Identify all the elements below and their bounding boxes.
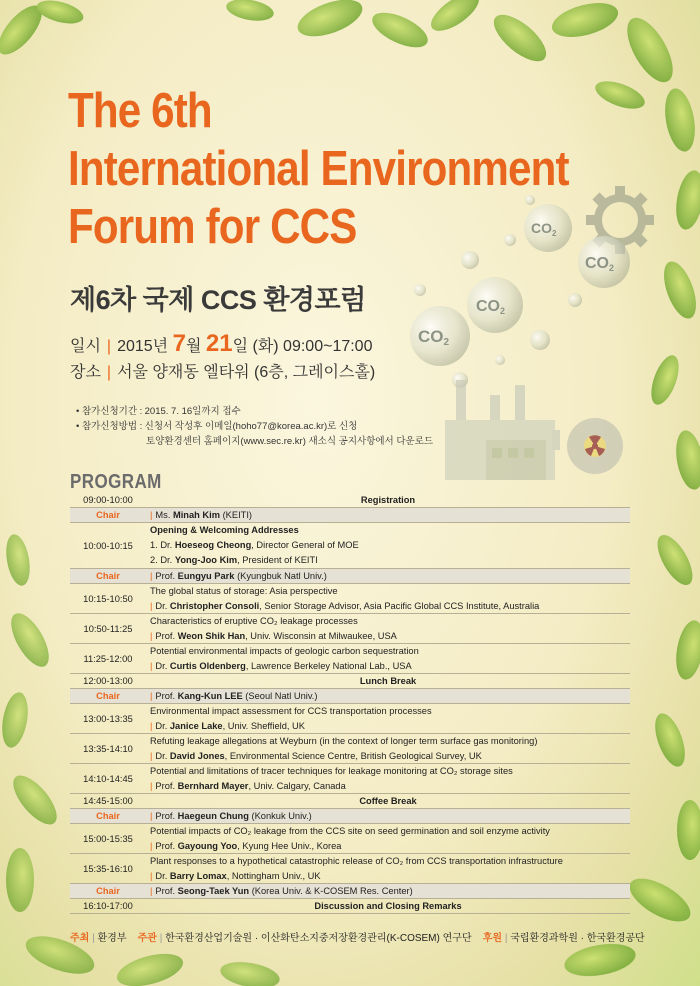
person-affiliation: , Kyung Hee Univ., Korea <box>237 841 342 851</box>
row-time: 10:15-10:50 <box>83 593 133 604</box>
organizer-text: 한국환경산업기술원 · 이산화탄소지중저장환경관리(K-COSEM) 연구단 <box>165 933 472 944</box>
talk-title: Potential environmental impacts of geologic carbon sequestration <box>150 646 419 656</box>
person-title: Prof. <box>155 841 178 851</box>
program-heading: PROGRAM <box>70 471 162 493</box>
page-title <box>68 82 569 256</box>
talk-title: Potential and limitations of tracer techniques for leakage monitoring at CO₂ storage sites <box>150 766 513 776</box>
chair-label: Chair <box>96 691 120 701</box>
talk-title: Refuting leakage allegations at Weyburn (in the context of longer term surface gas monitoring) <box>150 736 538 746</box>
person-title: 2. Dr. <box>150 555 175 565</box>
table-row <box>70 674 630 689</box>
row-time: 16:10-17:00 <box>83 901 133 911</box>
row-text: Discussion and Closing Remarks <box>314 901 462 911</box>
title-line-3: Forum for CCS <box>68 200 357 254</box>
person-title: Prof. <box>155 811 178 821</box>
person-name: Christopher Consoli <box>169 601 260 611</box>
person-affiliation: , Univ. Wisconsin at Milwaukee, USA <box>245 631 397 641</box>
table-row <box>70 794 630 809</box>
row-time: 10:50-11:25 <box>83 623 133 634</box>
person-title: Prof. <box>155 691 178 701</box>
footer-credits: 주최 | 환경부 주관 | 한국환경산업기술원 · 이산화탄소지중저장환경관리(K-COSEM) 연구단 후원 | 국립환경과학원 · 한국환경공단 <box>70 933 645 944</box>
person-name: Minah Kim <box>172 510 220 520</box>
title-line-1: The 6th <box>68 84 212 138</box>
table-row: 15:35-16:10 Plant responses to a hypothetical catastrophic release of CO₂ from CCS transportation infrastructure | Dr. Barry Lomax, Nottingham Univ., UK <box>70 854 630 884</box>
table-row: 10:15-10:50 The global status of storage: Asia perspective | Dr. Christopher Consoli, Senior Storage Advisor, Asia Pacific Global CCS Institute, Australia <box>70 584 630 614</box>
person-title: Prof. <box>155 781 178 791</box>
person-name: Seong-Taek Yun <box>177 886 250 896</box>
row-time: 15:00-15:35 <box>83 833 133 844</box>
event-venue: 장소 | 서울 양재동 엘타워 (6층, 그레이스홀) <box>70 364 376 381</box>
person-affiliation: (Korea Univ. & K-COSEM Res. Center) <box>249 886 413 896</box>
person-title: Dr. <box>155 721 170 731</box>
row-text: Lunch Break <box>359 676 417 686</box>
chair-label: Chair <box>96 571 120 581</box>
venue-label: 장소 <box>70 364 101 381</box>
table-row: 10:50-11:25 Characteristics of eruptive CO₂ leakage processes | Prof. Weon Shik Han, Univ. Wisconsin at Milwaukee, USA <box>70 614 630 644</box>
person-title: 1. Dr. <box>150 540 175 550</box>
person-name: Yong-Joo Kim <box>174 555 238 565</box>
person-title: Prof. <box>155 631 178 641</box>
person-affiliation: , Environmental Science Centre, British Geological Survey, UK <box>224 751 482 761</box>
table-row <box>70 523 630 569</box>
row-time: 10:00-10:15 <box>83 540 133 551</box>
person-title: Ms. <box>155 510 173 520</box>
person-name: Eungyu Park <box>177 571 235 581</box>
person-name: Hoeseog Cheong <box>174 540 252 550</box>
date-year: 2015년 <box>117 338 169 355</box>
talk-title: Environmental impact assessment for CCS transportation processes <box>150 706 432 716</box>
table-row <box>70 899 630 914</box>
date-month: 7 <box>172 330 186 357</box>
row-text: Registration <box>360 495 416 505</box>
person-name: Gayoung Yoo <box>177 841 238 851</box>
table-row: 13:00-13:35 Environmental impact assessment for CCS transportation processes | Dr. Janice Lake, Univ. Sheffield, UK <box>70 704 630 734</box>
host-label: 주최 <box>70 933 90 944</box>
talk-title: Characteristics of eruptive CO₂ leakage processes <box>150 616 358 626</box>
person-affiliation: , Director General of MOE <box>251 540 359 550</box>
person-affiliation: (Kyungbuk Natl Univ.) <box>234 571 327 581</box>
session-title: Opening & Welcoming Addresses <box>150 525 299 535</box>
svg-text:CO2: CO2 <box>585 255 615 273</box>
row-time: 15:35-16:10 <box>83 863 133 874</box>
person-title: Dr. <box>155 871 170 881</box>
chair-label: Chair <box>96 510 120 520</box>
method-label: • 참가신청방법 : <box>76 421 143 432</box>
person-affiliation: (Seoul Natl Univ.) <box>242 691 318 701</box>
chair-label: Chair <box>96 886 120 896</box>
table-row-chair: Chair | Prof. Haegeun Chung (Konkuk Univ.) <box>70 809 630 824</box>
registration-method-2 <box>146 433 433 447</box>
row-time: 14:45-15:00 <box>83 796 133 806</box>
row-time: 11:25-12:00 <box>83 653 133 664</box>
row-time: 13:00-13:35 <box>83 713 133 724</box>
svg-text:CO2: CO2 <box>476 298 506 316</box>
person-name: Haegeun Chung <box>177 811 249 821</box>
method-text-1: 신청서 작성후 이메일(hoho77@korea.ac.kr)로 신청 <box>144 421 358 432</box>
talk-title: Potential impacts of CO₂ leakage from the CCS site on seed germination and soil enzyme activity <box>150 826 550 836</box>
date-day-unit: 일 <box>232 338 249 355</box>
row-text: Coffee Break <box>359 796 417 806</box>
schedule-table <box>70 493 630 914</box>
person-title: Prof. <box>155 886 178 896</box>
table-row: 11:25-12:00 Potential environmental impacts of geologic carbon sequestration | Dr. Curtis Oldenberg, Lawrence Berkeley National Lab., USA <box>70 644 630 674</box>
table-row-chair: Chair | Prof. Kang-Kun LEE (Seoul Natl Univ.) <box>70 689 630 704</box>
table-row: 15:00-15:35 Potential impacts of CO₂ leakage from the CCS site on seed germination and soil enzyme activity | Prof. Gayoung Yoo, Kyung Hee Univ., Korea <box>70 824 630 854</box>
row-time: 12:00-13:00 <box>83 676 133 686</box>
person-name: Janice Lake <box>169 721 223 731</box>
date-label: 일시 <box>70 338 101 355</box>
person-affiliation: , Nottingham Univ., UK <box>226 871 321 881</box>
person-name: Barry Lomax <box>169 871 227 881</box>
talk-title: Plant responses to a hypothetical catastrophic release of CO₂ from CCS transportation infrastructure <box>150 856 563 866</box>
table-row-chair: Chair | Prof. Eungyu Park (Kyungbuk Natl Univ.) <box>70 569 630 584</box>
period-text: 2015. 7. 16일까지 접수 <box>144 406 241 417</box>
svg-text:CO2: $CO_2$ <box>531 220 557 238</box>
event-date: 일시 | 2015년 7월 21일 (화) 09:00~17:00 <box>70 330 373 357</box>
person-name: Kang-Kun LEE <box>177 691 243 701</box>
table-row-chair: Chair | Prof. Seong-Taek Yun (Korea Univ. & K-COSEM Res. Center) <box>70 884 630 899</box>
table-row: 13:35-14:10 Refuting leakage allegations at Weyburn (in the context of longer term surface gas monitoring) | Dr. David Jones, Environmental Science Centre, British Geological Survey, UK <box>70 734 630 764</box>
chair-label: Chair <box>96 811 120 821</box>
talk-title: The global status of storage: Asia perspective <box>150 586 338 596</box>
person-name: Weon Shik Han <box>177 631 246 641</box>
person-name: Curtis Oldenberg <box>169 661 246 671</box>
person-title: Dr. <box>155 601 170 611</box>
person-title: Prof. <box>155 571 178 581</box>
korean-title: 제6차 국제 CCS 환경포럼 <box>70 285 366 315</box>
row-time: 09:00-10:00 <box>83 495 133 505</box>
person-affiliation: (Konkuk Univ.) <box>248 811 312 821</box>
table-row <box>70 493 630 508</box>
title-line-2: International Environment <box>68 142 569 196</box>
registration-method <box>76 418 357 432</box>
person-affiliation: , Univ. Calgary, Canada <box>248 781 346 791</box>
sponsor-text: 국립환경과학원 · 한국환경공단 <box>510 933 645 944</box>
organizer-label: 주관 <box>137 933 157 944</box>
person-affiliation: (KEITI) <box>220 510 253 520</box>
person-title: Dr. <box>155 751 170 761</box>
registration-period <box>76 403 241 417</box>
period-label: • 참가신청기간 : <box>76 406 143 417</box>
date-day: 21 <box>205 330 233 357</box>
person-affiliation: , President of KEITI <box>237 555 318 565</box>
method-text-2: 토양환경센터 홈페이지(www.sec.re.kr) 새소식 공지사항에서 다운로드 <box>146 436 434 447</box>
person-name: Bernhard Mayer <box>177 781 249 791</box>
svg-text:CO2: CO2 <box>418 327 450 348</box>
person-affiliation: , Lawrence Berkeley National Lab., USA <box>245 661 412 671</box>
row-time: 13:35-14:10 <box>83 743 133 754</box>
person-title: Dr. <box>155 661 170 671</box>
venue-text: 서울 양재동 엘타워 (6층, 그레이스홀) <box>117 364 376 381</box>
person-affiliation: , Univ. Sheffield, UK <box>222 721 305 731</box>
table-row: 14:10-14:45 Potential and limitations of tracer techniques for leakage monitoring at CO₂ storage sites | Prof. Bernhard Mayer, Univ. Calgary, Canada <box>70 764 630 794</box>
host-text: 환경부 <box>97 933 127 944</box>
sponsor-label: 후원 <box>482 933 503 944</box>
date-time: (화) 09:00~17:00 <box>252 338 373 355</box>
person-name: David Jones <box>169 751 225 761</box>
person-affiliation: , Senior Storage Advisor, Asia Pacific Global CCS Institute, Australia <box>259 601 540 611</box>
row-time: 14:10-14:45 <box>83 773 133 784</box>
date-month-unit: 월 <box>185 338 202 355</box>
table-row-chair: Chair | Ms. Minah Kim (KEITI) <box>70 508 630 523</box>
